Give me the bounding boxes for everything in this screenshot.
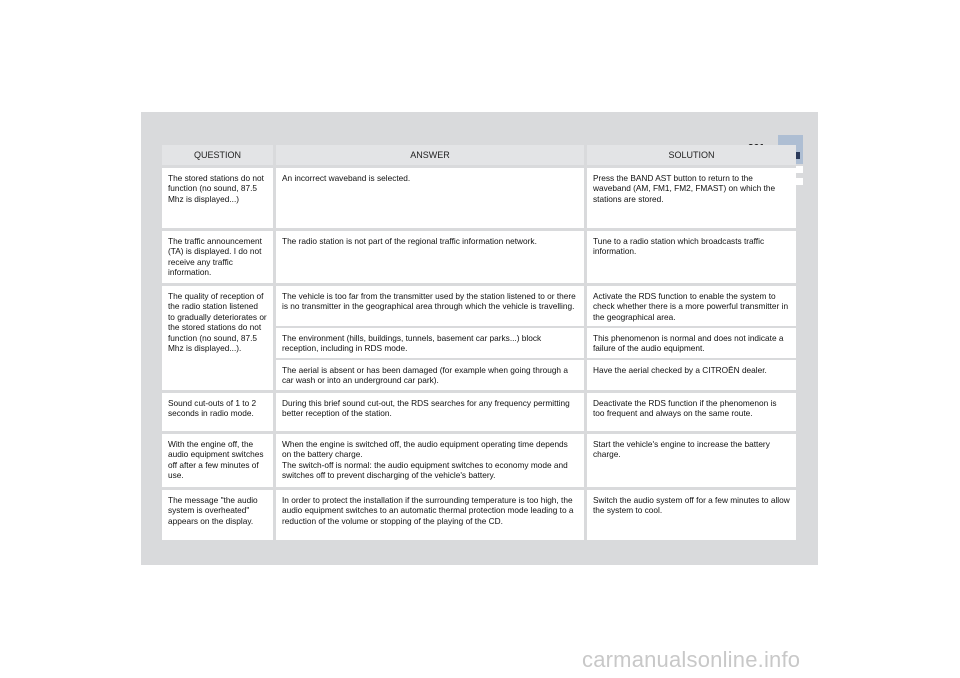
- answer-cell: In order to protect the installation if the surrounding temperature is too high, the audio equipment switches to an automatic thermal protection mode leading to a reduction of the volume or stopping of the playing of the CD.: [276, 490, 584, 540]
- question-cell: The stored stations do not function (no sound, 87.5 Mhz is displayed...): [162, 168, 273, 228]
- question-cell: The message "the audio system is overheated" appears on the display.: [162, 490, 273, 540]
- header-solution: SOLUTION: [587, 145, 796, 165]
- question-cell: The quality of reception of the radio station listened to gradually deteriorates or the stored stations do not function (no sound, 87.5 Mhz is displayed...).: [162, 286, 273, 390]
- solution-cell: Press the BAND AST button to return to the waveband (AM, FM1, FM2, FMAST) on which the stations are stored.: [587, 168, 796, 228]
- answer-cell: The radio station is not part of the regional traffic information network.: [276, 231, 584, 283]
- answer-line: When the engine is switched off, the audio equipment operating time depends on the battery charge.: [282, 439, 568, 460]
- answer-cell: The aerial is absent or has been damaged (for example when going through a car wash or into an underground car park).: [276, 360, 584, 390]
- watermark: carmanualsonline.info: [582, 647, 801, 672]
- solution-cell: Activate the RDS function to enable the system to check whether there is a more powerful transmitter in the geographical area.: [587, 286, 796, 326]
- answer-cell: During this brief sound cut-out, the RDS searches for any frequency permitting better reception of the station.: [276, 393, 584, 431]
- solution-cell: Tune to a radio station which broadcasts traffic information.: [587, 231, 796, 283]
- solution-cell: Have the aerial checked by a CITROËN dealer.: [587, 360, 796, 390]
- question-cell: Sound cut-outs of 1 to 2 seconds in radio mode.: [162, 393, 273, 431]
- question-cell: The traffic announcement (TA) is displayed. I do not receive any traffic information.: [162, 231, 273, 283]
- answer-cell: The environment (hills, buildings, tunnels, basement car parks...) block reception, including in RDS mode.: [276, 328, 584, 358]
- side-marker-1: [796, 166, 803, 173]
- table-header: [162, 145, 796, 165]
- solution-cell: Switch the audio system off for a few minutes to allow the system to cool.: [587, 490, 796, 540]
- header-answer: ANSWER: [276, 145, 584, 165]
- answer-cell: The vehicle is too far from the transmitter used by the station listened to or there is no transmitter in the geographical area through which the vehicle is travelling.: [276, 286, 584, 326]
- solution-cell: Deactivate the RDS function if the phenomenon is too frequent and always on the same route.: [587, 393, 796, 431]
- question-cell: With the engine off, the audio equipment switches off after a few minutes of use.: [162, 434, 273, 487]
- answer-cell: An incorrect waveband is selected.: [276, 168, 584, 228]
- answer-cell: [276, 434, 584, 487]
- solution-cell: Start the vehicle's engine to increase the battery charge.: [587, 434, 796, 487]
- side-marker-2: [796, 178, 803, 185]
- header-question: QUESTION: [162, 145, 273, 165]
- answer-line: The switch-off is normal: the audio equipment switches to economy mode and switches off to prevent discharging of the vehicle's battery.: [282, 459, 568, 481]
- solution-cell: This phenomenon is normal and does not indicate a failure of the audio equipment.: [587, 328, 796, 358]
